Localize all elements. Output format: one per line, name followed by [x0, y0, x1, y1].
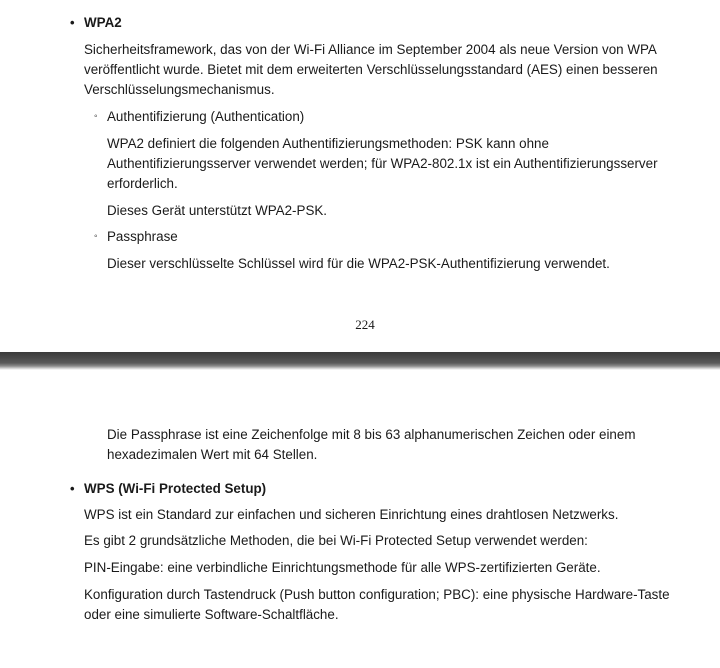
page-separator — [0, 352, 720, 370]
sub-bullet-passphrase: ◦ — [94, 231, 98, 242]
wps-methods-intro: Es gibt 2 grundsätzliche Methoden, die bei Wi-Fi Protected Setup verwendet werden: — [84, 533, 588, 548]
bullet-wps: • — [70, 481, 75, 496]
sub-bullet-authentication: ◦ — [94, 111, 98, 122]
authentication-text-line-2: Authentifizierungsserver verwendet werden; für WPA2-802.1x ist ein Authentifizierungsserver — [107, 156, 658, 171]
authentication-support-note: Dieses Gerät unterstützt WPA2-PSK. — [107, 203, 328, 218]
page-number: 224 — [355, 317, 375, 332]
heading-wps: WPS (Wi-Fi Protected Setup) — [84, 481, 267, 496]
passphrase-text: Dieser verschlüsselte Schlüssel wird für die WPA2-PSK-Authentifizierung verwendet. — [107, 256, 610, 271]
authentication-text-line-3: erforderlich. — [107, 176, 178, 191]
wpa2-description-line-2: veröffentlicht wurde. Bietet mit dem erweiterten Verschlüsselungsstandard (AES) einen besseren — [84, 62, 658, 77]
wps-definition: WPS ist ein Standard zur einfachen und sicheren Einrichtung eines drahtlosen Netzwerks. — [84, 507, 619, 522]
wps-pin-method: PIN-Eingabe: eine verbindliche Einrichtungsmethode für alle WPS-zertifizierten Geräte. — [84, 560, 601, 575]
passphrase-title: Passphrase — [107, 229, 178, 244]
authentication-title: Authentifizierung (Authentication) — [107, 109, 305, 124]
bullet-wpa2: • — [70, 15, 75, 30]
heading-wpa2: WPA2 — [84, 15, 122, 30]
document-page-225 — [0, 370, 720, 668]
wps-pbc-method-line-1: Konfiguration durch Tastendruck (Push button configuration; PBC): eine physische Hardware-Taste — [84, 587, 670, 602]
wps-pbc-method-line-2: oder eine simulierte Software-Schaltfläche. — [84, 607, 339, 622]
wpa2-description-line-1: Sicherheitsframework, das von der Wi-Fi Alliance im September 2004 als neue Version von WPA — [84, 42, 657, 57]
passphrase-continued-line-1: Die Passphrase ist eine Zeichenfolge mit 8 bis 63 alphanumerischen Zeichen oder einem — [107, 427, 636, 442]
authentication-text-line-1: WPA2 definiert die folgenden Authentifizierungsmethoden: PSK kann ohne — [107, 136, 549, 151]
wpa2-description-line-3: Verschlüsselungsmechanismus. — [84, 82, 275, 97]
passphrase-continued-line-2: hexadezimalen Wert mit 64 Stellen. — [107, 447, 318, 462]
